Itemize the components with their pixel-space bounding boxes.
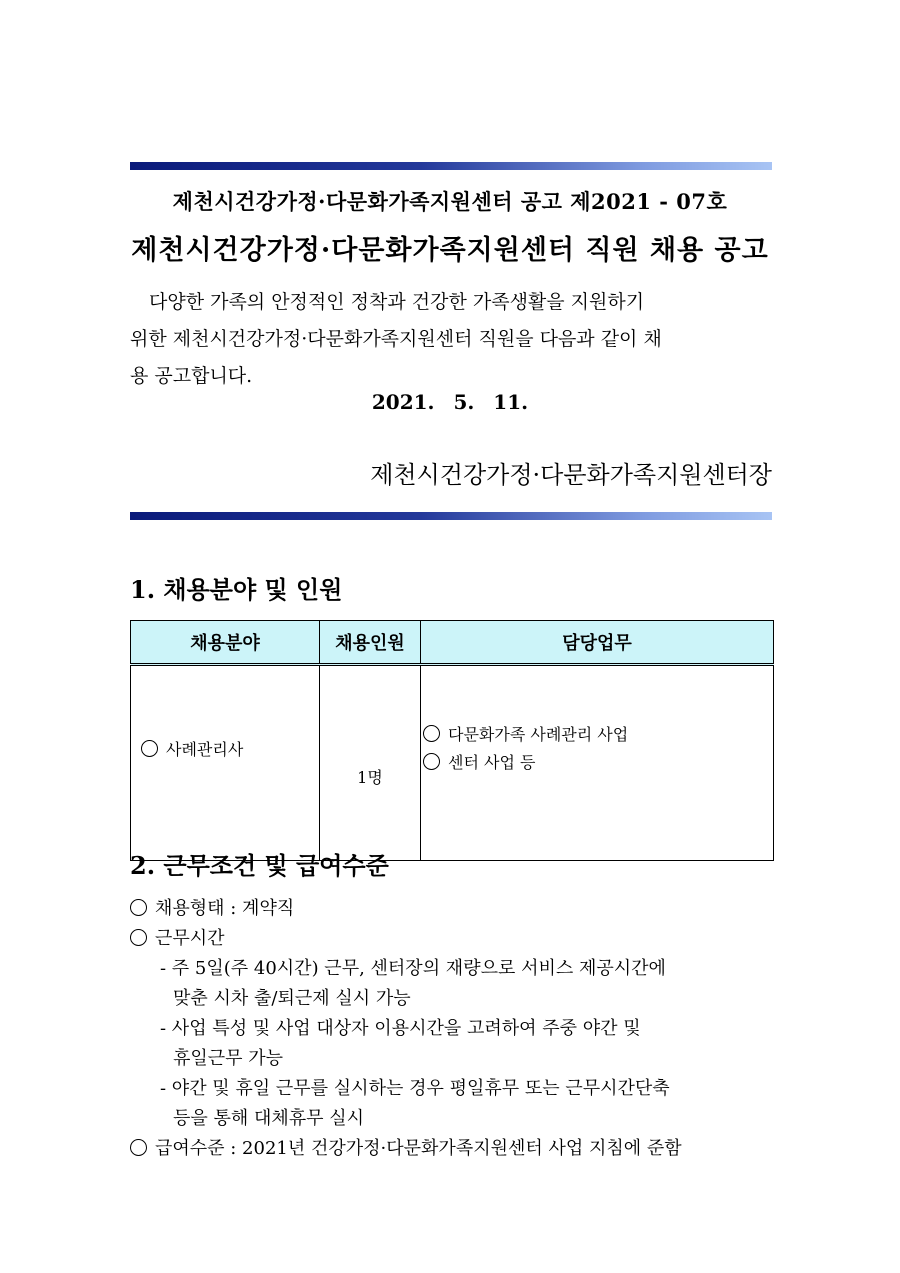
- work-hours-item: - 야간 및 휴일 근무를 실시하는 경우 평일휴무 또는 근무시간단축: [160, 1078, 670, 1099]
- work-hours-item: - 사업 특성 및 사업 대상자 이용시간을 고려하여 주중 야간 및: [160, 1018, 641, 1039]
- intro-line: 위한 제천시건강가정·다문화가족지원센터 직원을 다음과 같이 채: [130, 328, 662, 350]
- cell-count: 1명: [320, 665, 421, 861]
- circle-bullet-icon: [130, 929, 147, 946]
- cell-category: [131, 665, 320, 861]
- notice-date: 2021. 5. 11.: [371, 390, 529, 414]
- work-conditions: [130, 894, 790, 1164]
- section2-title: 2. 근무조건 및 급여수준: [130, 851, 389, 880]
- intro-line: 용 공고합니다.: [130, 365, 253, 387]
- circle-bullet-icon: [141, 740, 158, 757]
- top-rule-upper: [130, 162, 772, 170]
- intro-paragraph: [130, 284, 772, 395]
- work-hours-item-cont: 맞춘 시차 출/퇴근제 실시 가능: [173, 988, 411, 1009]
- intro-line: 다양한 가족의 안정적인 정착과 건강한 가족생활을 지원하기: [149, 291, 645, 313]
- header-category: 채용분야: [131, 621, 320, 665]
- table-header-row: [131, 621, 774, 665]
- work-hours-label: 근무시간: [155, 928, 225, 949]
- work-hours-item-cont: 휴일근무 가능: [173, 1048, 284, 1069]
- work-hours-item-cont: 등을 통해 대체휴무 실시: [173, 1108, 365, 1129]
- notice-number: 제천시건강가정·다문화가족지원센터 공고 제2021 - 07호: [172, 189, 728, 214]
- top-rule-lower: [130, 512, 772, 520]
- header-duties: 담당업무: [421, 621, 774, 665]
- recruitment-table: [130, 620, 774, 861]
- cell-duties: [421, 665, 774, 861]
- header-count: 채용인원: [320, 621, 421, 665]
- duty-text: 센터 사업 등: [448, 752, 536, 772]
- circle-bullet-icon: [130, 899, 147, 916]
- category-text: 사례관리사: [166, 740, 244, 759]
- circle-bullet-icon: [130, 1139, 147, 1156]
- employment-type-text: 채용형태 : 계약직: [155, 898, 295, 919]
- table-row: [131, 665, 774, 861]
- duty-item: [423, 721, 772, 749]
- duty-item: [423, 749, 772, 777]
- salary-text: 급여수준 : 2021년 건강가정·다문화가족지원센터 사업 지침에 준함: [155, 1138, 682, 1159]
- section1-title: 1. 채용분야 및 인원: [130, 575, 343, 604]
- employment-type: [130, 894, 790, 924]
- work-hours-item: - 주 5일(주 40시간) 근무, 센터장의 재량으로 서비스 제공시간에: [160, 958, 666, 979]
- signer: 제천시건강가정·다문화가족지원센터장: [370, 461, 772, 489]
- circle-bullet-icon: [423, 753, 440, 770]
- notice-title: 제천시건강가정·다문화가족지원센터 직원 채용 공고: [131, 235, 769, 266]
- work-hours: [130, 924, 790, 954]
- salary: [130, 1134, 790, 1164]
- circle-bullet-icon: [423, 725, 440, 742]
- duty-text: 다문화가족 사례관리 사업: [448, 724, 629, 744]
